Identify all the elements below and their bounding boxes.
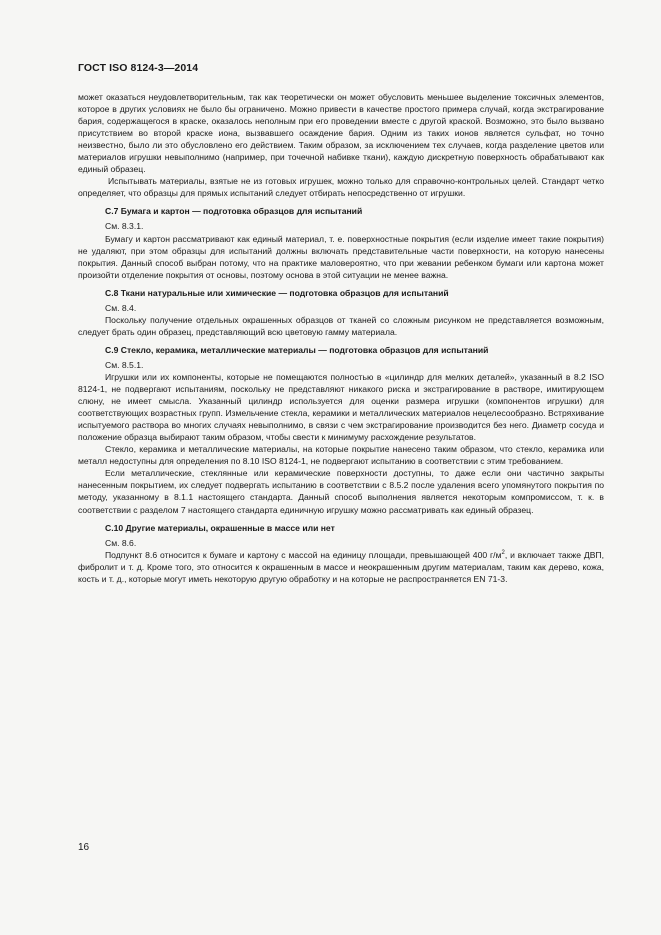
paragraph: Бумагу и картон рассматривают как единый материал, т. е. поверхностные покрытия (если изделие имеет такие покрытия) не удаляют, при этом образцы для испытаний должны включать представительные части поверхности, на которую нанесены покрытия. Данный способ выбран потому, что на практике маловероятно, что при жевании ребенком бумаги или картона может произойти отделение покрытия от основы, поэтому основа в этой ситуации не менее важна.: [78, 233, 604, 280]
section-heading-c7: С.7 Бумага и картон — подготовка образцов для испытаний: [105, 206, 363, 217]
section-heading-c10: С.10 Другие материалы, окрашенные в массе или нет: [105, 522, 335, 533]
paragraph: Стекло, керамика и металлические материалы, на которые покрытие нанесено таким образом, что стекло, керамика или металл недоступны для определения по 8.10 ISO 8124-1, не подвергают испытанию в соответствии с этим требованием.: [78, 444, 604, 467]
section-reference: См. 8.3.1.: [105, 221, 144, 232]
paragraph: Если металлические, стеклянные или керамические поверхности доступны, то даже если они частично закрыты нанесенным покрытием, их следует подвергать испытанию в соответствии с 8.5.2 после удаления всего упомянутого покрытия по методу, указанному в 8.1.1 настоящего стандарта. Данный способ выполнения является некоторым компромиссом, т. к. в соответствии с разделом 7 настоящего стандарта единичную игрушку можно рассматривать как единый образец.: [78, 468, 604, 515]
paragraph: может оказаться неудовлетворительным, так как теоретически он может обусловить меньшее выделение токсичных элементов, которое в других условиях не было бы ограничено. Можно привести в качестве простого примера случай, когда экстрагирование бария, содержащегося в краске, оказалось неполным при его проведении вместе с другой краской. Возможно, это было вызвано присутствием во второй краске иона, вызвавшего осаждение бария. Одним из таких ионов является сульфат, но точно неизвестно, было ли это обусловлено его действием. Таким образом, за исключением тех случаев, когда разделение цветов или материалов игрушки невыполнимо (например, при точечной набивке ткани), каждую дискретную поверхность обрабатывают как единый образец.: [78, 92, 604, 175]
paragraph-text: Подпункт 8.6 относится к бумаге и картону с массой на единицу площади, превышающей 400 г/м: [105, 549, 502, 560]
paragraph: Игрушки или их компоненты, которые не помещаются полностью в «цилиндр для мелких деталей», указанный в 8.2 ISO 8124-1, не подвергают испытаниям, поскольку не представляют никакого риска и экстрагирование в растворе, имитирующем слюну, не имеет смысла. Указанный цилиндр используется для оценки размера игрушки (компонентов игрушки) для соответствующих возрастных групп. Измельчение стекла, керамики и металлических материалов нецелесообразно. Встряхивание испытуемого раствора во многих случаях невыполнимо, в связи с чем экстрагирование производится без него. Диаметр сосуда и положение образца выбирают таким образом, чтобы свести к минимуму расхождение результатов.: [78, 371, 604, 443]
section-reference: См. 8.5.1.: [105, 359, 144, 370]
document-body: [78, 91, 604, 585]
section-reference: См. 8.6.: [105, 537, 137, 548]
paragraph: Поскольку получение отдельных окрашенных образцов от тканей со сложным рисунком не представляется возможным, следует брать один образец, представляющий всю цветовую гамму материала.: [78, 314, 604, 337]
paragraph: [78, 549, 604, 585]
paragraph: Испытывать материалы, взятые не из готовых игрушек, можно только для справочно-контрольных целей. Стандарт четко определяет, что образцы для прямых испытаний следует отбирать непосредственно от игрушки.: [78, 176, 604, 199]
paragraph-text: , и включает также ДВП, фибролит и т. д. Кроме того, это относится к окрашенным в массе и неокрашенным другим материалам, таким как дерево, кожа, кость и т. д., которые могут иметь некоторую другую обработку и на которые не распространяется EN 71-3.: [78, 549, 604, 584]
section-heading-c8: С.8 Ткани натуральные или химические — подготовка образцов для испытаний: [105, 287, 449, 298]
superscript: 2: [501, 549, 505, 556]
page-number: 16: [78, 842, 90, 853]
section-reference: См. 8.4.: [105, 302, 137, 313]
section-heading-c9: С.9 Стекло, керамика, металлические материалы — подготовка образцов для испытаний: [105, 344, 489, 355]
document-header: ГОСТ ISO 8124-3—2014: [78, 62, 199, 74]
